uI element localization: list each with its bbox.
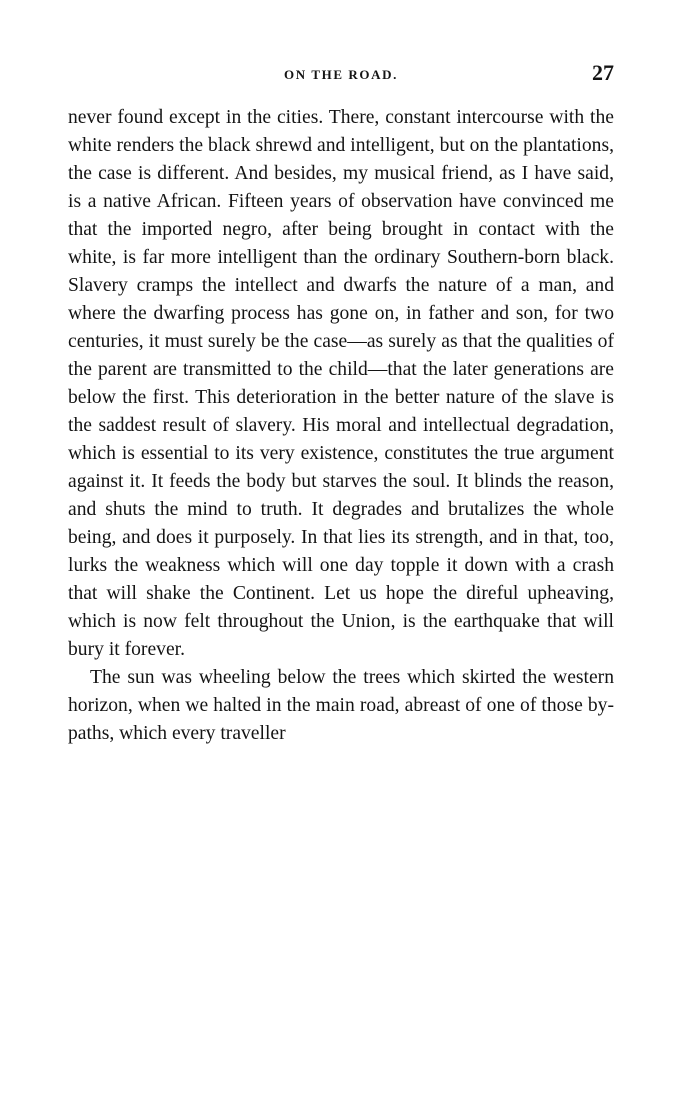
running-title: ON THE ROAD. <box>284 67 398 82</box>
paragraph-1: never found except in the cities. There, constant intercourse with the white renders the black shrewd and intelligent, but on the plantations, the case is different. And besides, my musical friend, as I have said, is a native African. Fifteen years of observation have convinced me that the imported negro, after being brought in contact with the white, is far more intelligent than the ordinary Southern-born black. Slavery cramps the intellect and dwarfs the nature of a man, and where the dwarfing process has gone on, in father and son, for two centuries, it must surely be the case—as surely as that the qualities of the parent are transmitted to the child—that the later generations are below the first. This deterioration in the better nature of the slave is the saddest result of slavery. His moral and intellectual degradation, which is essential to its very existence, constitutes the true argument against it. It feeds the body but starves the soul. It blinds the reason, and shuts the mind to truth. It degrades and brutalizes the whole being, and does it purposely. In that lies its strength, and in that, too, lurks the weakness which will one day topple it down with a crash that will shake the Continent. Let us hope the direful upheaving, which is now felt throughout the Union, is the earthquake that will bury it forever. <box>68 107 614 660</box>
running-head <box>68 60 614 90</box>
page-number: 27 <box>592 60 614 85</box>
body-text <box>68 104 614 748</box>
paragraph-2: The sun was wheeling below the trees which skirted the western horizon, when we halted in the main road, abreast of one of those by-paths, which every traveller <box>68 667 614 744</box>
